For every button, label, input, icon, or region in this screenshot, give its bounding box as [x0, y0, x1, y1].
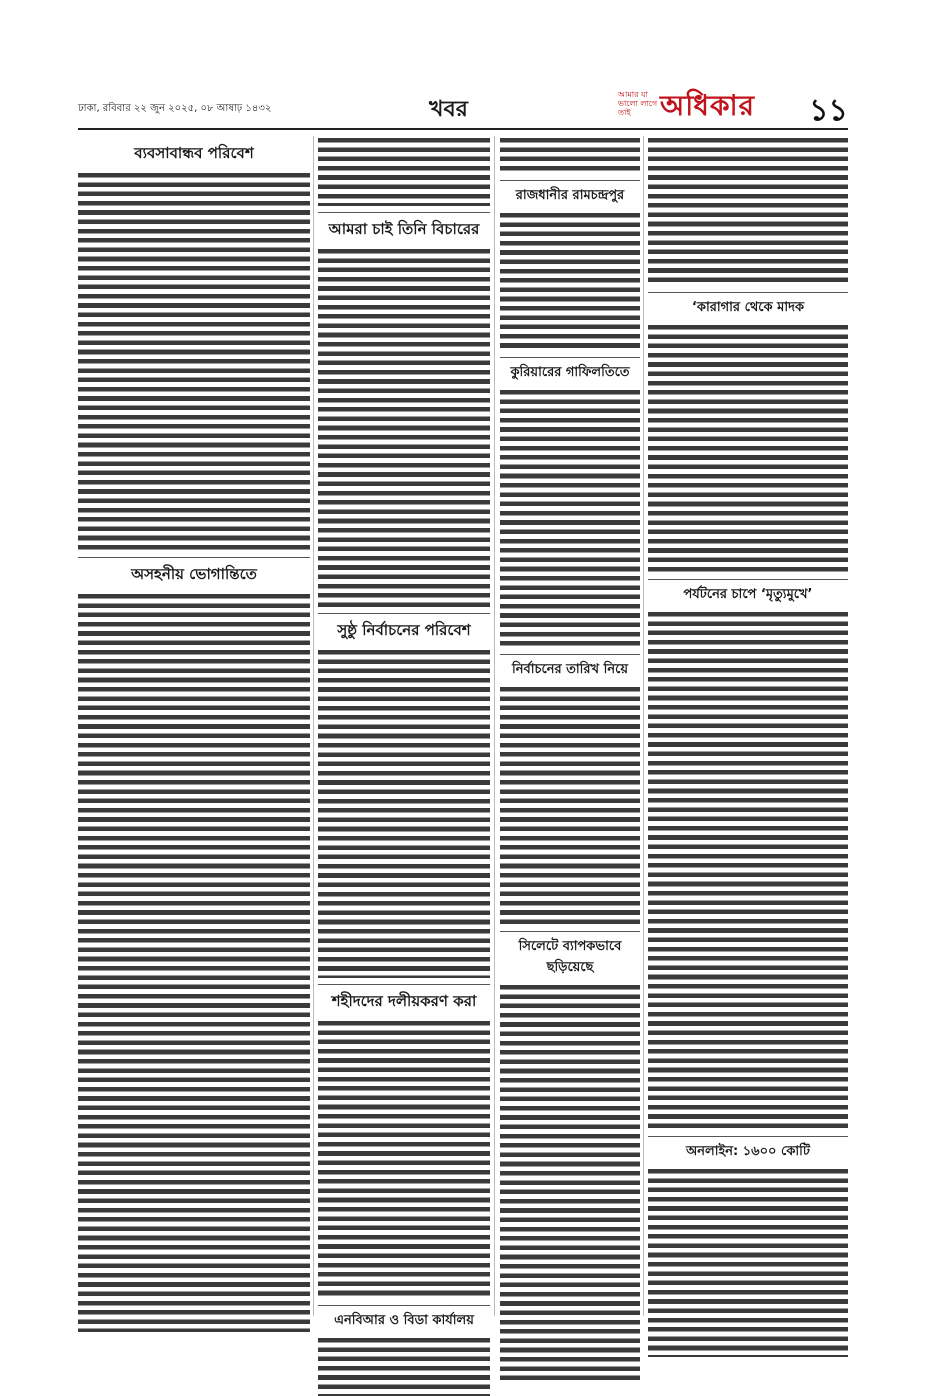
column-divider	[643, 136, 644, 1316]
article-body	[500, 136, 640, 174]
article-body	[318, 136, 490, 206]
article-body	[318, 1019, 490, 1299]
article-body	[318, 247, 490, 607]
headline: এনবিআর ও বিডা কার্যালয়	[318, 1305, 490, 1332]
headline: শহীদদের দলীয়করণ করা	[318, 984, 490, 1015]
headline: কুরিয়ারের গাফিলতিতে	[500, 357, 640, 384]
article-body	[500, 983, 640, 1383]
headline: অসহনীয় ভোগান্তিতে	[78, 557, 310, 588]
article-body	[648, 610, 848, 1130]
headline: আমরা চাই তিনি বিচারের	[318, 212, 490, 243]
headline: পর্যটনের চাপে ‘মৃত্যুমুখে’	[648, 579, 848, 606]
date-line: ঢাকা, রবিবার ২২ জুন ২০২৫, ০৮ আষাঢ় ১৪৩২	[78, 103, 272, 114]
headline: সিলেটে ব্যাপকভাবে ছড়িয়েছে	[500, 931, 640, 979]
column-2	[318, 136, 490, 1328]
page-number: ১১	[809, 93, 848, 128]
headline: ‘কারাগার থেকে মাদক	[648, 292, 848, 319]
article-body	[78, 171, 310, 551]
article-body	[500, 685, 640, 925]
article-body	[500, 388, 640, 648]
column-divider	[494, 136, 495, 1316]
article-body	[318, 1336, 490, 1396]
article-body	[648, 136, 848, 286]
article-body	[648, 323, 848, 573]
headline: রাজধানীর রামচন্দ্রপুর	[500, 180, 640, 207]
header-rule	[78, 128, 848, 130]
column-1	[78, 136, 310, 1316]
headline: সুষ্ঠু নির্বাচনের পরিবেশ	[318, 613, 490, 644]
logo-name: অধিকার	[660, 89, 756, 122]
column-divider	[313, 136, 314, 1316]
column-3	[500, 136, 640, 1316]
headline: নির্বাচনের তারিখ নিয়ে	[500, 654, 640, 681]
page-header	[78, 84, 848, 126]
section-title: খবর	[429, 97, 468, 122]
newspaper-logo	[618, 84, 788, 124]
headline: অনলাইন: ১৬০০ কোটি	[648, 1136, 848, 1163]
article-body	[78, 592, 310, 1332]
article-body	[318, 648, 490, 978]
logo-tagline: আমার যা ভালো লাগে তাই	[618, 90, 658, 117]
column-4	[648, 136, 848, 1316]
headline: ব্যবসাবান্ধব পরিবেশ	[134, 144, 254, 162]
article-body	[500, 211, 640, 351]
article-body	[648, 1167, 848, 1357]
